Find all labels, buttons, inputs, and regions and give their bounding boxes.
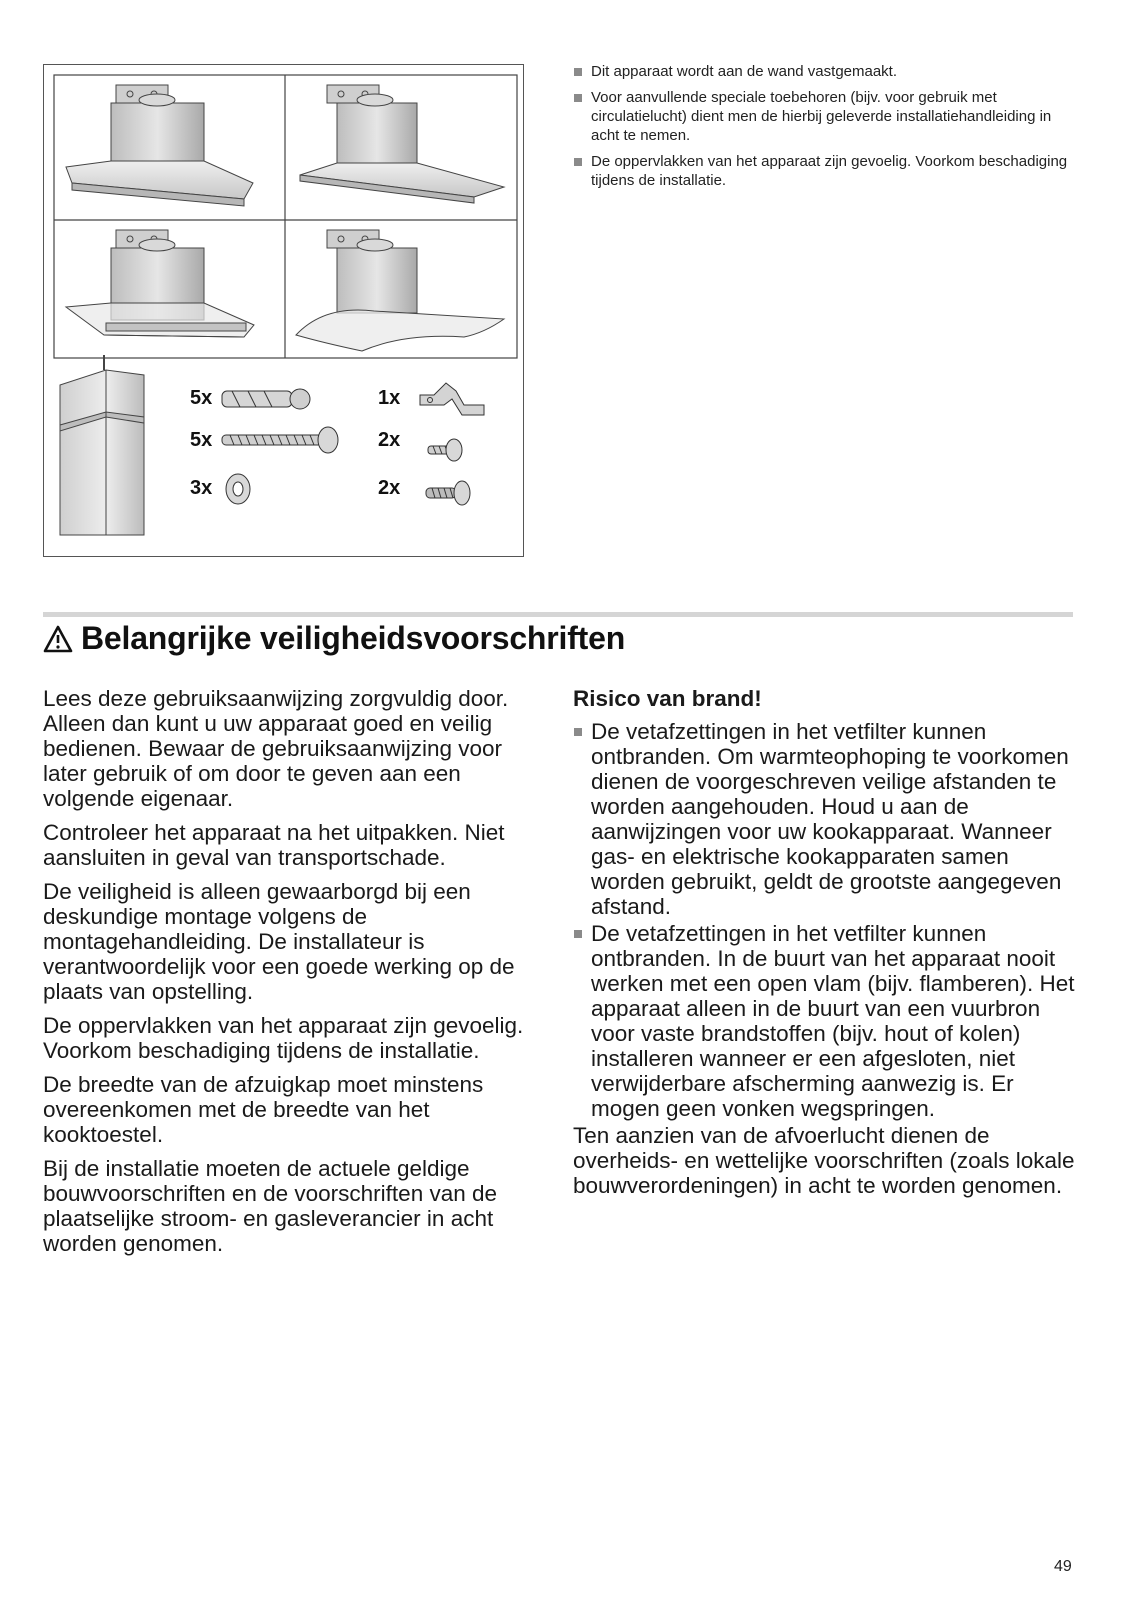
list-item-text: De vetafzettingen in het vetfilter kunnen ontbranden. Om warmteophoping te voorkomen dienen de voorgeschreven veilige afstanden te worden aangehouden. Houd u aan de aanwijzingen voor uw kookapparaat. Wanneer gas- en elektrische kookapparaten samen worden gebruikt, geldt de grootste aangegeven afstand. — [591, 719, 1069, 919]
quantity-label: 5x — [190, 387, 213, 409]
note-text: Voor aanvullende speciale toebehoren (bijv. voor gebruik met circulatielucht) dient men de hierbij geleverde installatiehandleiding in acht te nemen. — [591, 89, 1052, 144]
wall-plug-icon — [222, 389, 310, 409]
fire-risk-subheading: Risico van brand! — [573, 686, 762, 711]
paragraph: De oppervlakken van het apparaat zijn gevoelig. Voorkom beschadiging tijdens de installatie. — [43, 1013, 524, 1063]
quantity-label: 1x — [378, 387, 401, 409]
note-item — [573, 88, 1073, 145]
paragraph: Controleer het apparaat na het uitpakken. Niet aansluiten in geval van transportschade. — [43, 820, 505, 870]
quantity-label: 2x — [378, 477, 401, 499]
short-screw-icon — [428, 439, 462, 461]
quantity-label: 5x — [190, 429, 213, 451]
installation-notes — [573, 62, 1073, 197]
chimney-part — [60, 355, 144, 535]
bullet-square-icon — [574, 68, 582, 76]
paragraph: Ten aanzien van de afvoerlucht dienen de overheids- en wettelijke voorschriften (zoals lokale bouwverordeningen) in acht te worden genomen. — [573, 1123, 1075, 1198]
bracket-icon — [420, 383, 484, 415]
medium-screw-icon — [426, 481, 470, 505]
list-item — [573, 921, 1078, 1121]
quantity-label: 2x — [378, 429, 401, 451]
list-item-text: De vetafzettingen in het vetfilter kunnen ontbranden. In de buurt van het apparaat nooit werken met een open vlam (bijv. flamberen). Het apparaat alleen in de buurt van een vuurbron voor vaste brandstoffen (bijv. hout of kolen) installeren wanneer er een afgesloten, niet verwijderbare afscherming aanwezig is. Er mogen geen vonken wegspringen. — [591, 921, 1075, 1121]
warning-triangle-icon — [43, 625, 73, 653]
hood-variant-1 — [66, 85, 253, 206]
bullet-square-icon — [574, 94, 582, 102]
paragraph: Bij de installatie moeten de actuele geldige bouwvoorschriften en de voorschriften van de plaatselijke stroom- en gasleverancier in acht worden genomen. — [43, 1156, 498, 1256]
note-item — [573, 152, 1073, 190]
washer-icon — [226, 474, 250, 504]
section-title: Belangrijke veiligheidsvoorschriften — [81, 620, 626, 656]
bullet-square-icon — [574, 158, 582, 166]
fire-risk-list — [573, 719, 1078, 1121]
long-screw-icon — [222, 427, 338, 453]
left-column — [43, 686, 543, 1265]
note-item — [573, 62, 1073, 81]
paragraph: De breedte van de afzuigkap moet minstens overeenkomen met de breedte van het kooktoestel. — [43, 1072, 484, 1147]
bullet-square-icon — [574, 728, 582, 736]
paragraph: Lees deze gebruiksaanwijzing zorgvuldig door. Alleen dan kunt u uw apparaat goed en veilig bedienen. Bewaar de gebruiksaanwijzing voor later gebruik of om door te geven aan een volgende eigenaar. — [43, 686, 509, 811]
note-text: De oppervlakken van het apparaat zijn gevoelig. Voorkom beschadiging tijdens de installatie. — [591, 153, 1068, 189]
note-text: Dit apparaat wordt aan de wand vastgemaakt. — [591, 63, 898, 80]
paragraph: De veiligheid is alleen gewaarborgd bij een deskundige montage volgens de montagehandleiding. De installateur is verantwoordelijk voor een goede werking op de plaats van opstelling. — [43, 879, 515, 1004]
installation-figure — [43, 64, 524, 557]
list-item — [573, 719, 1078, 919]
section-heading — [43, 620, 625, 657]
hood-variant-2 — [300, 85, 504, 203]
hood-variant-3 — [66, 230, 254, 337]
hood-variant-4 — [296, 230, 504, 351]
right-column — [573, 686, 1078, 1207]
page-number: 49 — [1054, 1558, 1072, 1575]
bullet-square-icon — [574, 930, 582, 938]
section-divider — [43, 612, 1073, 617]
hood-illustration — [44, 65, 525, 558]
quantity-label: 3x — [190, 477, 213, 499]
